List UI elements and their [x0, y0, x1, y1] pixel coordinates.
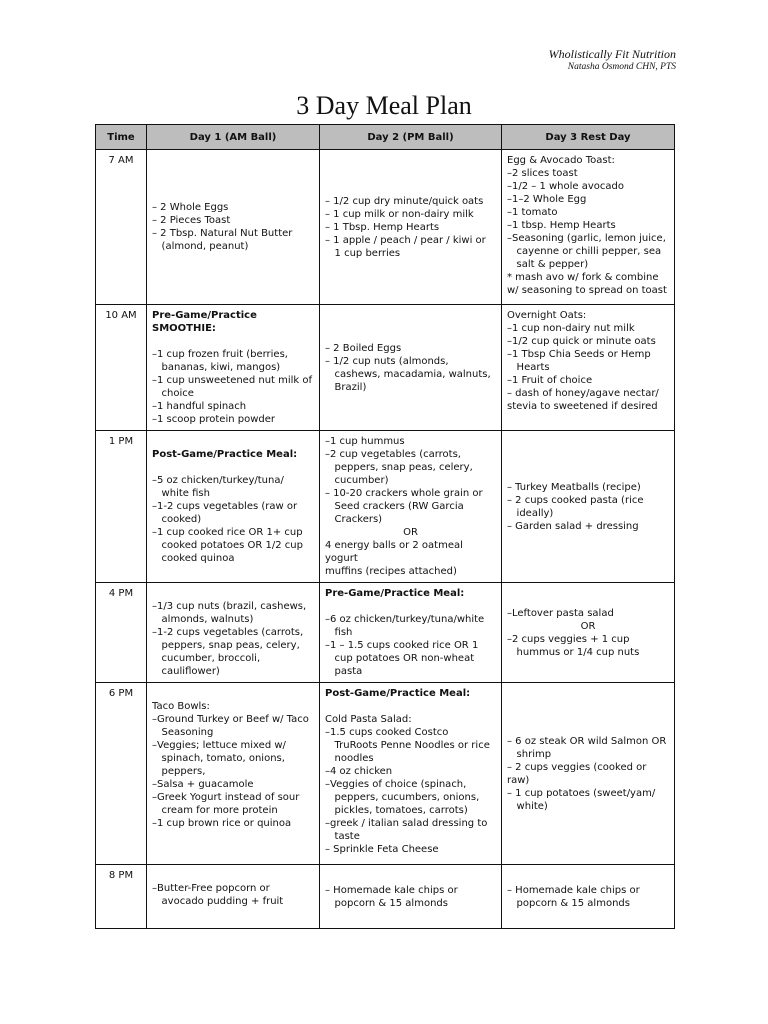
meal-cell-day-3	[502, 431, 675, 583]
meal-cell-day-1	[147, 150, 320, 305]
meal-line: –1/2 cup quick or minute oats	[507, 336, 656, 347]
author-credit: Natasha Osmond CHN, PTS	[567, 62, 676, 72]
table-row	[96, 683, 675, 865]
meal-line: – 2 cups cooked pasta (rice	[507, 494, 644, 506]
meal-line: –Salsa + guacamole	[152, 779, 254, 790]
meal-heading: Pre-Game/Practice Meal:	[325, 588, 465, 599]
meal-line: bananas, kiwi, mangos)	[152, 362, 281, 373]
brand-header	[549, 47, 676, 73]
meal-plan-body	[96, 150, 675, 929]
meal-plan-table	[95, 124, 675, 929]
meal-line: noodles	[325, 753, 374, 764]
meal-line: – 1 cup potatoes (sweet/yam/	[507, 787, 656, 799]
meal-line: – Turkey Meatballs (recipe)	[507, 481, 641, 493]
meal-cell-day-1	[147, 865, 320, 929]
meal-line: –1 cup hummus	[325, 436, 405, 447]
meal-line: * mash avo w/ fork & combine	[507, 272, 659, 283]
table-header-row	[96, 125, 675, 150]
meal-line: cashews, macadamia, walnuts,	[325, 368, 491, 380]
meal-line: –2 cups veggies + 1 cup	[507, 633, 630, 645]
meal-cell-day-2	[320, 583, 502, 683]
meal-line: –1–2 Whole Egg	[507, 194, 587, 205]
meal-line: –1 cup frozen fruit (berries,	[152, 349, 288, 360]
meal-line: –1 tbsp. Hemp Hearts	[507, 220, 616, 231]
meal-line: –1 Tbsp Chia Seeds or Hemp	[507, 349, 651, 360]
table-row	[96, 865, 675, 929]
meal-line: –1 handful spinach	[152, 401, 247, 412]
meal-line: –1-2 cups vegetables (carrots,	[152, 627, 304, 638]
spacer	[152, 461, 314, 474]
meal-line: –1 tomato	[507, 207, 558, 218]
meal-cell-day-3	[502, 865, 675, 929]
meal-line: pickles, tomatoes, carrots)	[325, 805, 468, 816]
time-cell: 7 AM	[96, 150, 147, 305]
meal-line: – 2 Whole Eggs	[152, 202, 229, 213]
meal-line: Egg & Avocado Toast:	[507, 155, 615, 166]
meal-line: – 6 oz steak OR wild Salmon OR	[507, 735, 667, 747]
table-row	[96, 583, 675, 683]
meal-line: peppers, cucumbers, onions,	[325, 792, 480, 803]
meal-line: cup potatoes OR non-wheat	[325, 653, 475, 664]
meal-line: – Sprinkle Feta Cheese	[325, 844, 439, 855]
meal-line: cooked)	[152, 514, 202, 525]
spacer	[325, 600, 496, 613]
time-cell: 1 PM	[96, 431, 147, 583]
meal-line: –1.5 cups cooked Costco	[325, 727, 449, 738]
meal-line: – Garden salad + dressing	[507, 520, 639, 532]
meal-line: – 1/2 cup nuts (almonds,	[325, 355, 449, 367]
table-row	[96, 305, 675, 431]
meal-line: – Homemade kale chips or	[325, 884, 458, 896]
meal-line: Seed crackers (RW Garcia	[325, 501, 464, 512]
meal-line: cooked quinoa	[152, 553, 235, 564]
meal-line: spinach, tomato, onions,	[152, 753, 285, 764]
column-header-day-1: Day 1 (AM Ball)	[147, 125, 320, 150]
meal-line: cream for more protein	[152, 805, 278, 816]
meal-line: cucumber, broccoli,	[152, 653, 261, 664]
meal-line: 4 energy balls or 2 oatmeal yogurt	[325, 540, 467, 564]
brand-name: Wholistically Fit Nutrition	[548, 47, 676, 61]
meal-line: white fish	[152, 488, 210, 499]
meal-line: peppers, snap peas, celery,	[152, 640, 300, 651]
meal-cell-day-3	[502, 583, 675, 683]
meal-line: – 1 cup milk or non-dairy milk	[325, 208, 474, 220]
meal-line: –1/2 – 1 whole avocado	[507, 181, 624, 192]
meal-line: Cold Pasta Salad:	[325, 714, 412, 725]
meal-heading: Pre-Game/Practice SMOOTHIE:	[152, 310, 261, 334]
meal-line: peppers,	[152, 766, 206, 777]
meal-line: Hearts	[507, 362, 550, 373]
meal-line: – 2 Boiled Eggs	[325, 342, 402, 354]
spacer	[152, 587, 314, 600]
meal-line: salt & pepper)	[507, 259, 589, 270]
meal-line: white)	[507, 800, 548, 812]
spacer	[152, 335, 314, 348]
meal-line: –Ground Turkey or Beef w/ Taco	[152, 714, 309, 725]
meal-line: – 1 apple / peach / pear / kiwi or	[325, 234, 486, 246]
meal-line: peppers, snap peas, celery,	[325, 462, 473, 473]
column-header-day-3: Day 3 Rest Day	[502, 125, 675, 150]
meal-line: –5 oz chicken/turkey/tuna/	[152, 475, 284, 486]
spacer	[152, 687, 314, 700]
meal-line: – 10-20 crackers whole grain or	[325, 488, 483, 499]
meal-cell-day-1	[147, 583, 320, 683]
meal-cell-day-2	[320, 683, 502, 865]
meal-line: – 1 Tbsp. Hemp Hearts	[325, 221, 440, 233]
meal-line: choice	[152, 388, 194, 399]
page-title: 3 Day Meal Plan	[296, 91, 472, 120]
meal-line: –2 slices toast	[507, 168, 578, 179]
time-cell: 4 PM	[96, 583, 147, 683]
meal-line: Crackers)	[325, 514, 383, 525]
meal-line: almonds, walnuts)	[152, 614, 254, 625]
meal-cell-day-3	[502, 305, 675, 431]
table-row	[96, 150, 675, 305]
meal-cell-day-3	[502, 150, 675, 305]
meal-line: – 2 Tbsp. Natural Nut Butter	[152, 228, 293, 239]
or-separator: OR	[580, 620, 596, 632]
meal-line: – 2 Pieces Toast	[152, 215, 231, 226]
meal-heading: Post-Game/Practice Meal:	[152, 449, 298, 460]
column-header-day-2: Day 2 (PM Ball)	[320, 125, 502, 150]
time-cell: 10 AM	[96, 305, 147, 431]
meal-line: – dash of honey/agave nectar/	[507, 388, 659, 399]
meal-line: cooked potatoes OR 1/2 cup	[152, 540, 303, 551]
meal-line: TruRoots Penne Noodles or rice	[325, 740, 490, 751]
meal-line: (almond, peanut)	[152, 241, 249, 252]
meal-cell-day-1	[147, 305, 320, 431]
meal-line: – 1/2 cup dry minute/quick oats	[325, 195, 484, 207]
meal-line: taste	[325, 831, 360, 842]
table-row	[96, 431, 675, 583]
meal-cell-day-2	[320, 431, 502, 583]
meal-line: Taco Bowls:	[152, 701, 210, 712]
spacer	[152, 869, 314, 882]
meal-cell-day-2	[320, 305, 502, 431]
time-cell: 6 PM	[96, 683, 147, 865]
meal-line: cauliflower)	[152, 666, 220, 677]
meal-line: w/ seasoning to spread on toast	[507, 285, 667, 296]
meal-cell-day-3	[502, 683, 675, 865]
meal-line: popcorn & 15 almonds	[507, 897, 630, 909]
meal-line: –Veggies of choice (spinach,	[325, 779, 467, 790]
meal-line: Brazil)	[325, 381, 367, 393]
meal-cell-day-1	[147, 431, 320, 583]
meal-line: –1 – 1.5 cups cooked rice OR 1	[325, 640, 479, 651]
meal-heading: Post-Game/Practice Meal:	[325, 688, 471, 699]
meal-line: shrimp	[507, 748, 552, 760]
meal-line: –Seasoning (garlic, lemon juice,	[507, 233, 666, 244]
meal-line: Overnight Oats:	[507, 310, 587, 321]
meal-line: fish	[325, 627, 353, 638]
meal-cell-day-2	[320, 150, 502, 305]
meal-line: –1-2 cups vegetables (raw or	[152, 501, 298, 512]
meal-line: cucumber)	[325, 475, 389, 486]
meal-cell-day-2	[320, 865, 502, 929]
meal-line: –4 oz chicken	[325, 766, 393, 777]
meal-line: 1 cup berries	[325, 247, 401, 259]
column-header-time: Time	[96, 125, 147, 150]
meal-line: –1 Fruit of choice	[507, 375, 593, 386]
meal-line: –Veggies; lettuce mixed w/	[152, 740, 286, 751]
meal-line: –6 oz chicken/turkey/tuna/white	[325, 614, 485, 625]
meal-line: –Greek Yogurt instead of sour	[152, 792, 300, 803]
or-separator: OR	[403, 527, 418, 538]
meal-line: ideally)	[507, 507, 554, 519]
meal-line: –1 scoop protein powder	[152, 414, 275, 425]
meal-line: – 2 cups veggies (cooked or raw)	[507, 761, 650, 786]
meal-line: hummus or 1/4 cup nuts	[507, 646, 640, 658]
meal-line: –1 cup brown rice or quinoa	[152, 818, 292, 829]
meal-line: –greek / italian salad dressing to	[325, 818, 488, 829]
meal-line: –Butter-Free popcorn or	[152, 883, 270, 894]
spacer	[325, 700, 496, 713]
meal-line: avocado pudding + fruit	[152, 896, 284, 907]
meal-line: –1 cup unsweetened nut milk of	[152, 375, 313, 386]
meal-line: pasta	[325, 666, 363, 677]
meal-line: –1 cup cooked rice OR 1+ cup	[152, 527, 303, 538]
time-cell: 8 PM	[96, 865, 147, 929]
meal-line: –Leftover pasta salad	[507, 607, 614, 619]
meal-line: cayenne or chilli pepper, sea	[507, 246, 662, 257]
meal-line: muffins (recipes attached)	[325, 566, 457, 577]
meal-line: popcorn & 15 almonds	[325, 897, 448, 909]
meal-line: –2 cup vegetables (carrots,	[325, 449, 461, 460]
meal-cell-day-1	[147, 683, 320, 865]
meal-line: –1 cup non-dairy nut milk	[507, 323, 635, 334]
meal-line: stevia to sweetened if desired	[507, 401, 658, 412]
meal-line: –1/3 cup nuts (brazil, cashews,	[152, 601, 307, 612]
meal-line: Seasoning	[152, 727, 214, 738]
meal-line: – Homemade kale chips or	[507, 884, 640, 896]
